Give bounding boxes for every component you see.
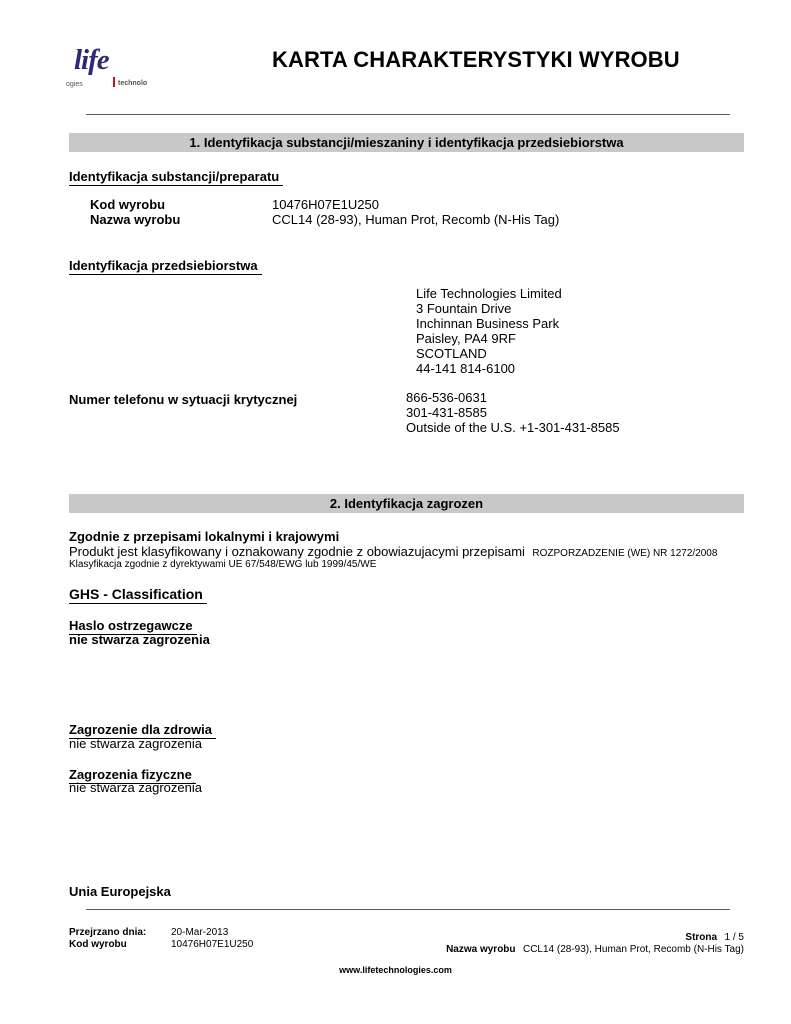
document-title: KARTA CHARAKTERYSTYKI WYROBU: [272, 47, 680, 72]
health-hazard-value: nie stwarza zagrozenia: [69, 736, 202, 751]
european-union-heading: Unia Europejska: [69, 884, 171, 899]
revised-date-label: Przejrzano dnia:: [69, 927, 147, 938]
footer-code-value: 10476H07E1U250: [171, 939, 254, 950]
page-label: Strona: [685, 932, 718, 943]
section-2-heading: 2. Identyfikacja zagrozen: [69, 494, 744, 513]
address-line: Paisley, PA4 9RF: [416, 331, 516, 346]
logo-wordmark: life: [74, 44, 109, 76]
address-line: Life Technologies Limited: [416, 286, 562, 301]
logo-accent: [113, 77, 115, 87]
logo-text-left: ogies: [66, 81, 83, 88]
footer-rule: [86, 909, 730, 910]
section-1-heading: 1. Identyfikacja substancji/mieszaniny i identyfikacja przedsiebiorstwa: [69, 133, 744, 152]
footer-name-value: CCL14 (28-93), Human Prot, Recomb (N-His Tag): [522, 944, 744, 955]
ghs-classification-heading: GHS - Classification: [69, 586, 207, 604]
company-identification-heading: Identyfikacja przedsiebiorstwa: [69, 258, 262, 275]
page-number: 1 / 5: [724, 932, 744, 943]
emergency-phone-line: 301-431-8585: [406, 405, 487, 420]
physical-hazard-heading: Zagrozenia fizyczne: [69, 767, 196, 784]
address-line: Inchinnan Business Park: [416, 316, 560, 331]
emergency-phone-numbers: [406, 390, 620, 435]
emergency-phone-label: Numer telefonu w sytuacji krytycznej: [69, 392, 298, 407]
company-logo: [66, 44, 176, 96]
footer-code-label: Kod wyrobu: [69, 939, 127, 950]
physical-hazard-value: nie stwarza zagrozenia: [69, 780, 202, 795]
header-rule: [86, 114, 730, 115]
substance-identification-heading: Identyfikacja substancji/preparatu: [69, 169, 283, 186]
signal-word-heading: Haslo ostrzegawcze: [69, 618, 197, 635]
product-code-label: Kod wyrobu: [90, 197, 166, 212]
footer-name-label: Nazwa wyrobu: [446, 944, 516, 955]
eu-classification-note: Klasyfikacja zgodnie z dyrektywami UE 67/548/EWG lub 1999/45/WE: [69, 559, 377, 570]
address-line: 44-141 814-6100: [416, 361, 516, 376]
product-name-value: CCL14 (28-93), Human Prot, Recomb (N-His Tag): [272, 212, 560, 227]
regulations-heading: Zgodnie z przepisami lokalnymi i krajowymi: [69, 529, 340, 544]
regulations-text: Produkt jest klasyfikowany i oznakowany zgodnie z obowiazujacymi przepisami: [69, 544, 525, 559]
product-code-value: 10476H07E1U250: [272, 197, 379, 212]
address-line: SCOTLAND: [416, 346, 487, 361]
emergency-phone-line: 866-536-0631: [406, 390, 487, 405]
regulations-reference: ROZPORZADZENIE (WE) NR 1272/2008: [532, 548, 718, 559]
website-link[interactable]: www.lifetechnologies.com: [339, 965, 452, 975]
signal-word-value: nie stwarza zagrozenia: [69, 632, 210, 647]
company-address: [416, 286, 562, 376]
footer-product-name: [446, 939, 744, 957]
address-line: 3 Fountain Drive: [416, 301, 512, 316]
emergency-phone-line: Outside of the U.S. +1-301-431-8585: [406, 420, 620, 435]
revised-date-value: 20-Mar-2013: [171, 927, 229, 938]
logo-text-right: technolo: [118, 80, 148, 87]
health-hazard-heading: Zagrozenie dla zdrowia: [69, 722, 216, 739]
product-name-label: Nazwa wyrobu: [90, 212, 181, 227]
